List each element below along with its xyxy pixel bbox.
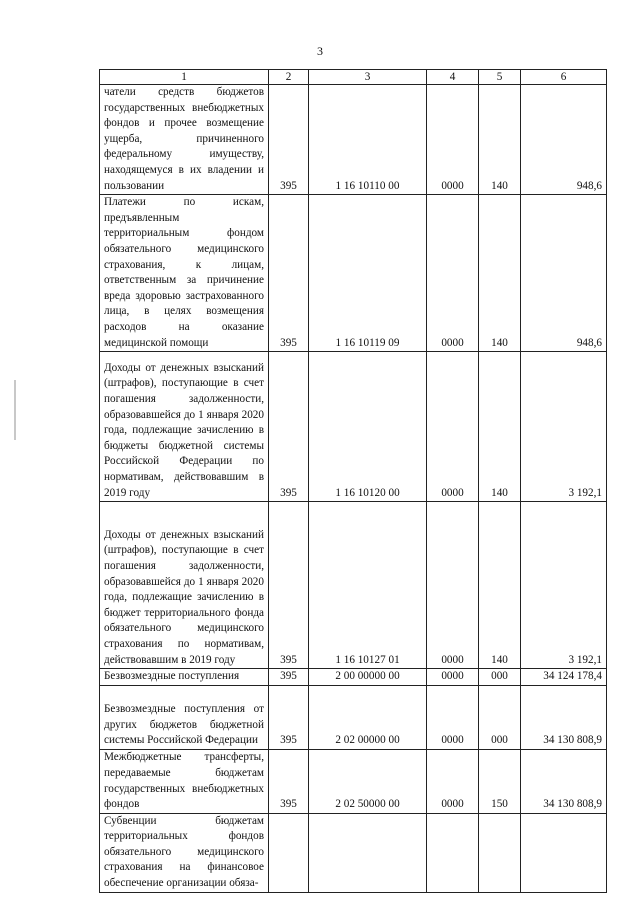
row-admin-code [269,813,309,892]
header-cell: 1 [100,70,269,85]
row-kosgu-code: 140 [479,352,521,502]
row-amount: 34 130 808,9 [521,685,607,749]
table-row [100,502,607,669]
header-cell: 6 [521,70,607,85]
row-budget-code: 2 02 50000 00 [309,749,427,813]
row-program-code: 0000 [427,85,479,195]
row-admin-code: 395 [269,352,309,502]
header-cell: 3 [309,70,427,85]
row-admin-code: 395 [269,85,309,195]
row-amount: 3 192,1 [521,502,607,669]
table-row [100,813,607,892]
row-budget-code: 1 16 10120 00 [309,352,427,502]
row-admin-code: 395 [269,669,309,686]
row-kosgu-code: 150 [479,749,521,813]
header-cell: 2 [269,70,309,85]
table-header-row [100,70,607,85]
table-row [100,669,607,686]
row-amount: 34 124 178,4 [521,669,607,686]
row-description: Субвенции бюджетам территориальных фондов обязательного медицинского страхования на финансовое обеспечение организации обяза- [100,813,269,892]
row-amount [521,813,607,892]
row-program-code: 0000 [427,685,479,749]
row-kosgu-code: 000 [479,685,521,749]
row-budget-code: 1 16 10110 00 [309,85,427,195]
page-number: 3 [317,44,323,58]
row-program-code [427,813,479,892]
row-kosgu-code: 140 [479,195,521,352]
header-cell: 5 [479,70,521,85]
table-row [100,352,607,502]
table-row [100,685,607,749]
row-kosgu-code: 000 [479,669,521,686]
row-amount: 948,6 [521,195,607,352]
header-cell: 4 [427,70,479,85]
table-row [100,749,607,813]
row-amount: 34 130 808,9 [521,749,607,813]
row-program-code: 0000 [427,195,479,352]
row-admin-code: 395 [269,685,309,749]
row-kosgu-code: 140 [479,85,521,195]
row-admin-code: 395 [269,195,309,352]
row-description: Безвозмездные поступления от других бюджетов бюджетной системы Российской Федерации [100,685,269,749]
row-description: Безвозмездные поступления [100,669,269,686]
row-program-code: 0000 [427,502,479,669]
row-budget-code: 2 00 00000 00 [309,669,427,686]
row-description: Доходы от денежных взысканий (штрафов), поступающие в счет погашения задолженности, образовавшейся до 1 января 2020 года, подлежащие зачислению в бюджеты бюджетной системы Российской Федерации по нормативам, действовавшим в 2019 году [100,352,269,502]
row-admin-code: 395 [269,749,309,813]
table-row [100,85,607,195]
row-program-code: 0000 [427,352,479,502]
row-description: Межбюджетные трансферты, передаваемые бюджетам государственных внебюджетных фондов [100,749,269,813]
row-budget-code: 1 16 10119 09 [309,195,427,352]
row-description: Доходы от денежных взысканий (штрафов), поступающие в счет погашения задолженности, образовавшейся до 1 января 2020 года, подлежащие зачислению в бюджет территориального фонда обязательного медицинского страхования по нормативам, действовавшим в 2019 году [100,502,269,669]
row-amount: 3 192,1 [521,352,607,502]
row-program-code: 0000 [427,749,479,813]
row-kosgu-code: 140 [479,502,521,669]
row-description: Платежи по искам, предъявленным территориальным фондом обязательного медицинского страхования, к лицам, ответственным за причинение вреда здоровью застрахованного лица, в целях возмещения расходов на оказание медицинской помощи [100,195,269,352]
row-program-code: 0000 [427,669,479,686]
table-row [100,195,607,352]
row-budget-code [309,813,427,892]
row-description: чатели средств бюджетов государственных внебюджетных фондов и прочее возмещение ущерба, причиненного федеральному имуществу, находящемуся в их владении и пользовании [100,85,269,195]
row-budget-code: 2 02 00000 00 [309,685,427,749]
row-kosgu-code [479,813,521,892]
budget-revenue-table [99,69,607,893]
row-amount: 948,6 [521,85,607,195]
scan-edge-mark [14,380,16,440]
row-admin-code: 395 [269,502,309,669]
row-budget-code: 1 16 10127 01 [309,502,427,669]
